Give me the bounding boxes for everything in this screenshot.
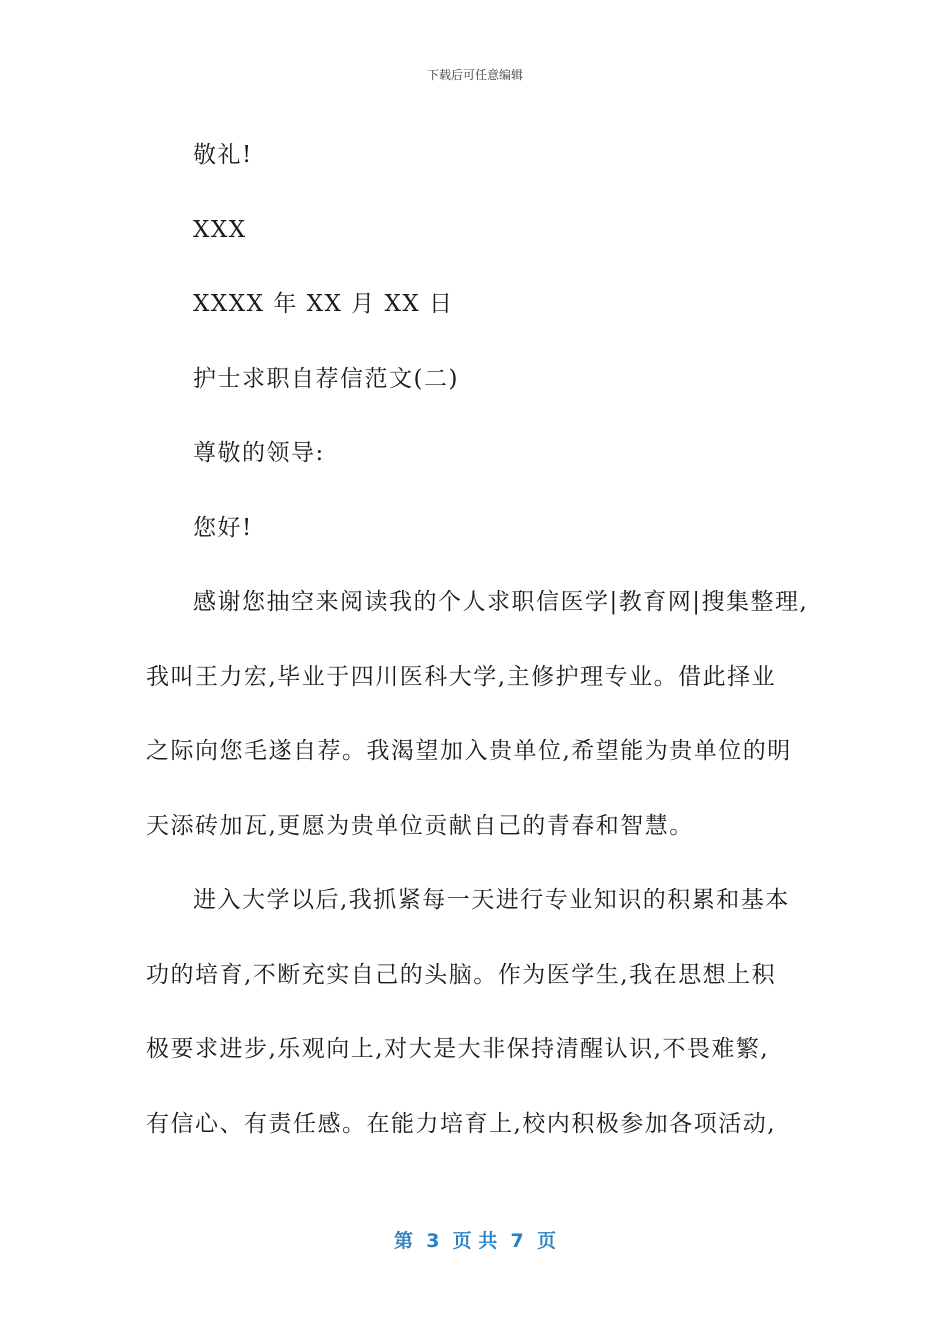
- greeting-line: 尊敬的领导:: [193, 440, 325, 466]
- paragraph-line: 功的培育,不断充实自己的头脑。作为医学生,我在思想上积: [146, 961, 777, 988]
- greeting-hello: 您好!: [193, 514, 253, 541]
- paragraph-line: 极要求进步,乐观向上,对大是大非保持清醒认识,不畏难繁,: [146, 1036, 770, 1062]
- closing-salutation: 敬礼!: [193, 142, 253, 168]
- paragraph-line: 之际向您毛遂自荐。我渴望加入贵单位,希望能为贵单位的明: [146, 738, 792, 764]
- section-title: 护士求职自荐信范文(二): [193, 365, 459, 392]
- signature-name: XXX: [193, 216, 247, 243]
- page-number-footer: 第 3 页 共 7 页: [394, 1230, 556, 1252]
- paragraph-line: 有信心、有责任感。在能力培育上,校内积极参加各项活动,: [146, 1110, 777, 1137]
- paragraph-line: 天添砖加瓦,更愿为贵单位贡献自己的青春和智慧。: [146, 812, 694, 839]
- paragraph-line: 感谢您抽空来阅读我的个人求职信医学|教育网|搜集整理,: [193, 589, 809, 615]
- signature-date: XXXX 年 XX 月 XX 日: [193, 291, 454, 317]
- paragraph-line: 我叫王力宏,毕业于四川医科大学,主修护理专业。借此择业: [146, 663, 777, 690]
- paragraph-line: 进入大学以后,我抓紧每一天进行专业知识的积累和基本: [193, 887, 790, 913]
- page-header-note: 下载后可任意编辑: [426, 68, 523, 82]
- document-body: [146, 118, 808, 1161]
